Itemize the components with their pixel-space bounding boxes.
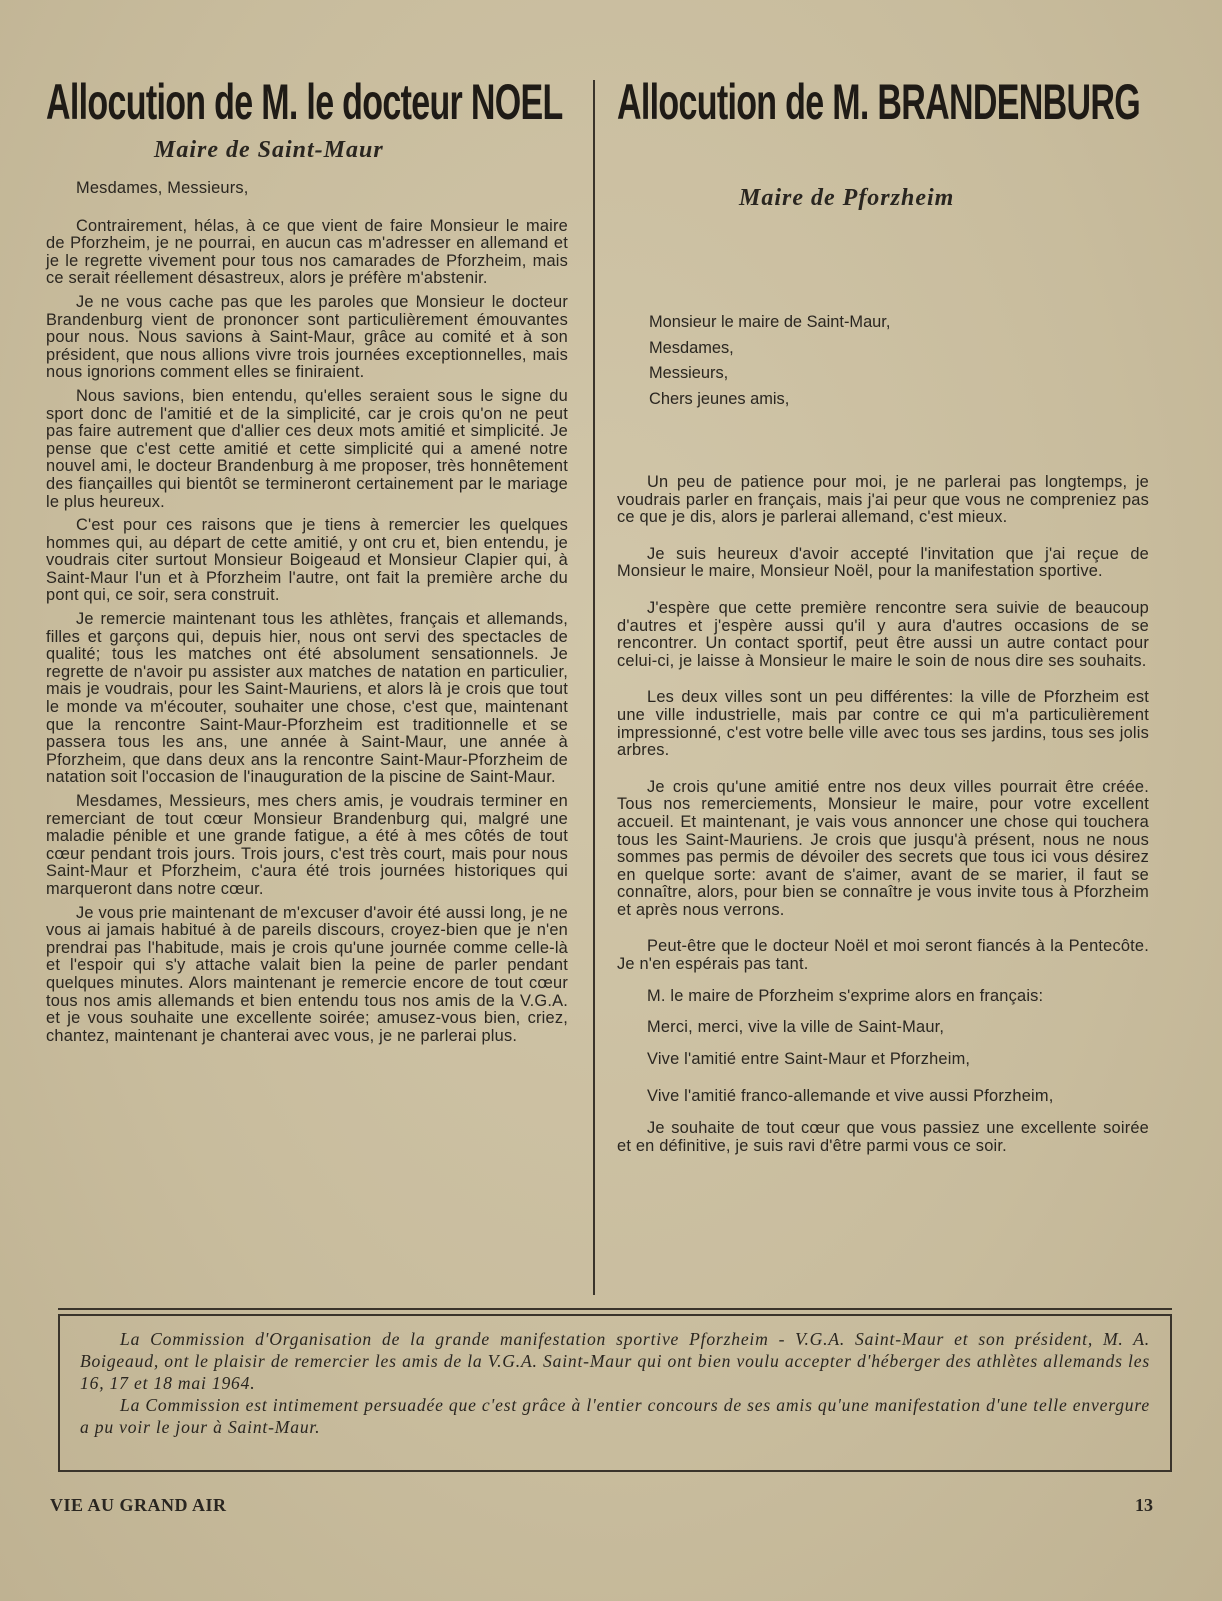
paragraph: Peut-être que le docteur Noël et moi seront fiancés à la Pentecôte. Je n'en espérais pas tant. bbox=[617, 937, 1149, 974]
paragraph: Un peu de patience pour moi, je ne parlerai pas longtemps, je voudrais parler en français, mais j'ai peur que vous ne compreniez pas ce que je dis, alors je parlerai allemand, c'est mieux. bbox=[617, 473, 1149, 527]
notice-paragraph: La Commission est intimement persuadée que c'est grâce à l'entier concours de ses amis qu'une manifestation d'une telle envergure a pu voir le jour à Saint-Maur. bbox=[80, 1395, 1150, 1437]
speech-brandenburg-column bbox=[617, 72, 1149, 1169]
speech-noel-column bbox=[46, 72, 568, 1051]
paragraph: Je vous prie maintenant de m'excuser d'avoir été aussi long, je ne vous ai jamais habitué à de pareils discours, croyez-bien que je n'en prendrai pas l'habitude, mais je crois qu'une journée comme celle-là et l'espoir qui s'y attache valait bien la peine de parler pendant quelques minutes. Alors maintenant je remercie encore de tout cœur tous nos amis allemands et bien entendu tous nos amis de la V.G.A. et je vous souhaite une excellente soirée; amusez-vous bien, criez, chantez, maintenant je chanterai avec vous, je ne parlerai plus. bbox=[46, 903, 568, 1045]
closing-paragraph: Vive l'amitié franco-allemande et vive aussi Pforzheim, bbox=[647, 1087, 1054, 1106]
salutation-line: Mesdames, bbox=[649, 338, 734, 357]
paragraph: Les deux villes sont un peu différentes: la ville de Pforzheim est une ville industrielle, mais par contre ce qui m'a particulièrement impressionné, c'est votre belle ville avec tous ses jardins, tous ses jolis arbres. bbox=[617, 688, 1149, 760]
publication-name: VIE AU GRAND AIR bbox=[50, 1495, 227, 1515]
paragraph: Je remercie maintenant tous les athlètes, français et allemands, filles et garçons qui, depuis hier, nous ont servi des spectacles de qualité; tous les matches ont été absolument sensationnels. Je regrette de n'avoir pu assister aux matches de natation en particulier, mais je voudrais, pour les Saint-Mauriens, et alors là je crois que tout le monde va m'écouter, souhaiter une chose, c'est que, maintenant que la rencontre Saint-Maur-Pforzheim est traditionnelle et se passera tous les ans, une année à Saint-Maur, une année à Pforzheim, que dans deux ans la rencontre Saint-Maur-Pforzheim de natation soit l'occasion de l'inauguration de la piscine de Saint-Maur. bbox=[46, 610, 568, 787]
paragraph: C'est pour ces raisons que je tiens à remercier les quelques hommes qui, au départ de cette amitié, y ont cru et, bien entendu, je voudrais citer surtout Monsieur Boigeaud et Monsieur Clapier qui, à Saint-Maur l'un et à Pforzheim l'autre, ont fait la première arche du pont qui, ce soir, sera construit. bbox=[46, 516, 568, 605]
notice-top-rule bbox=[58, 1308, 1172, 1310]
subhead-brandenburg: Maire de Pforzheim bbox=[739, 185, 955, 211]
notice-paragraph: La Commission d'Organisation de la grande manifestation sportive Pforzheim - V.G.A. Saint-Maur et son président, M. A. Boigeaud, ont le plaisir de remercier les amis de la V.G.A. Saint-Maur qui ont bien voulu accepter d'héberger des athlètes allemands les 16, 17 et 18 mai 1964. bbox=[80, 1329, 1150, 1393]
notice-text bbox=[80, 1328, 1150, 1438]
subhead-noel: Maire de Saint-Maur bbox=[154, 137, 384, 163]
greeting-noel: Mesdames, Messieurs, bbox=[76, 179, 249, 197]
paragraph: Je suis heureux d'avoir accepté l'invitation que j'ai reçue de Monsieur le maire, Monsieur Noël, pour la manifestation sportive. bbox=[617, 544, 1149, 581]
paragraph: Je crois qu'une amitié entre nos deux villes pourrait être créée. Tous nos remerciements, Monsieur le maire, pour votre excellent accueil. Et maintenant, je vais vous annoncer une chose qui touchera tous les Saint-Mauriens. Je crois que jusqu'à présent, nous ne nous sommes pas permis de dévoiler des secrets que tous ici vous désirez en quelque sorte: avant de s'aimer, avant de se marier, il faut se connaître, alors, pour bien se connaître je vous invite tous à Pforzheim et après nous verrons. bbox=[617, 777, 1149, 919]
paragraph: J'espère que cette première rencontre sera suivie de beaucoup d'autres et j'espère aussi qu'il y aura d'autres occasions de se rencontrer. Un contact sportif, peut être aussi un autre contact pour celui-ci, je laisse à Monsieur le maire le soin de nous dire ses souhaits. bbox=[617, 598, 1149, 670]
headline-brandenburg: Allocution de M. BRANDENBURG bbox=[617, 74, 1141, 130]
closing-line: Merci, merci, vive la ville de Saint-Maur, bbox=[647, 1018, 945, 1037]
headline-noel: Allocution de M. le docteur NOEL bbox=[46, 74, 563, 130]
salutation-block bbox=[617, 310, 1149, 412]
paragraph: Mesdames, Messieurs, mes chers amis, je voudrais terminer en remerciant de tout cœur Monsieur Brandenburg qui, malgré une maladie pénible et une grande fatigue, a été à mes côtés de tout cœur pendant trois jours. Trois jours, c'est très court, mais pour nous Saint-Maur et Pforzheim, c'aura été trois journées historiques qui marqueront dans notre cœur. bbox=[46, 792, 568, 898]
salutation-line: Monsieur le maire de Saint-Maur, bbox=[649, 313, 891, 331]
page-number: 13 bbox=[1135, 1495, 1153, 1515]
paragraph: Nous savions, bien entendu, qu'elles seraient sous le signe du sport donc de l'amitié et de la simplicité, car je crois qu'on ne peut pas faire autrement que d'allier ces deux mots amitié et simplicité. Je pense que c'est cette amitié et cette simplicité qui a amené notre nouvel ami, le docteur Brandenburg à me proposer, très honnêtement des fiançailles qui bientôt se termineront certainement par le mariage le plus heureux. bbox=[46, 386, 568, 511]
closing-line: Vive l'amitié entre Saint-Maur et Pforzheim, bbox=[647, 1049, 971, 1068]
closing-paragraph: Je souhaite de tout cœur que vous passiez une excellente soirée et en définitive, je suis ravi d'être parmi vous ce soir. bbox=[617, 1119, 1149, 1155]
closing-line: M. le maire de Pforzheim s'exprime alors en français: bbox=[647, 986, 1044, 1005]
notice-box bbox=[58, 1314, 1172, 1472]
salutation-line: Messieurs, bbox=[649, 364, 729, 382]
paragraph: Je ne vous cache pas que les paroles que Monsieur le docteur Brandenburg vient de prononcer sont particulièrement émouvantes pour nous. Nous savions à Saint-Maur, grâce au comité et à son président, que nous allions vivre trois journées exceptionnelles, mais nous ignorions comment elles se finiraient. bbox=[46, 292, 568, 382]
paragraph: Contrairement, hélas, à ce que vient de faire Monsieur le maire de Pforzheim, je ne pourrai, en aucun cas m'adresser en allemand et je le regrette vivement pour tous nos camarades de Pforzheim, mais ce serait réellement désastreux, alors je préfère m'abstenir. bbox=[46, 216, 568, 288]
column-divider bbox=[593, 80, 595, 1295]
salutation-line: Chers jeunes amis, bbox=[649, 389, 790, 408]
